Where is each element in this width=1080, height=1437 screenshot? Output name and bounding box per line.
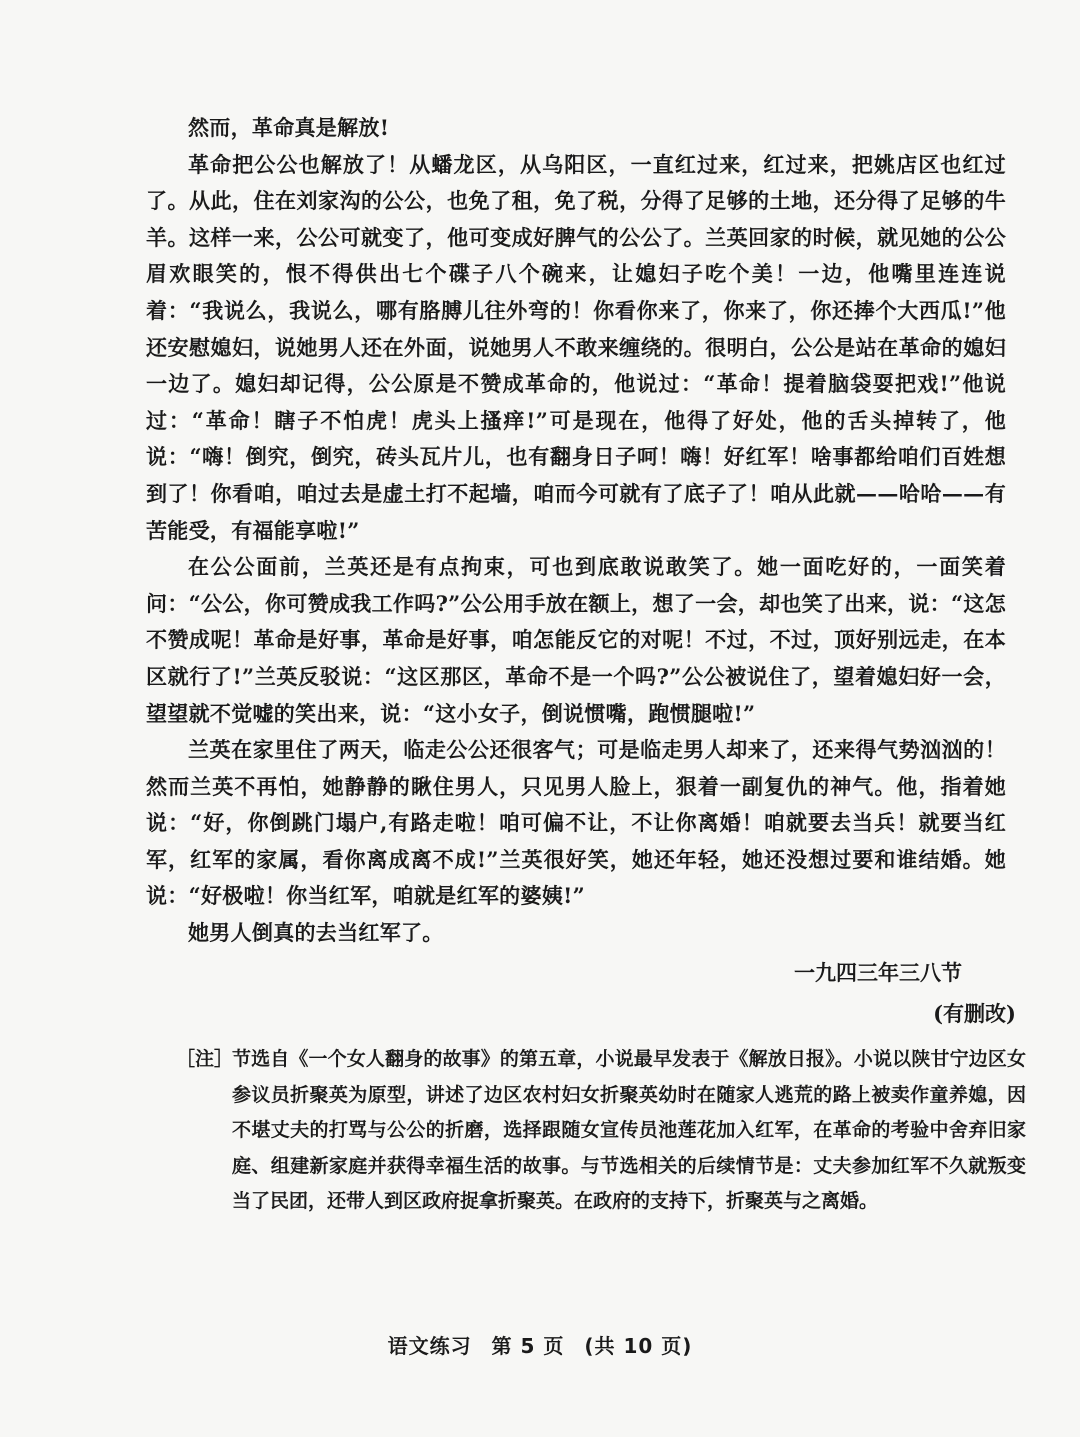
paragraph: 她男人倒真的去当红军了。 xyxy=(188,920,444,946)
footer-subject: 语文练习 xyxy=(387,1334,472,1358)
note-text: 节选自《一个女人翻身的故事》的第五章，小说最早发表于《解放日报》。小说以陕甘宁边区女参议员折聚英为原型，讲述了边区农村妇女折聚英幼时在随家人逃荒的路上被卖作童养媳，因不堪丈夫的打骂与公公的折磨，选择跟随女宣传员池莲花加入红军，在革命的考验中舍弃旧家庭、组建新家庭并获得幸福生活的故事。与节选相关的后续情节是：丈夫参加红军不久就叛变当了民团，还带人到区政府捉拿折聚英。在政府的支持下，折聚英与之离婚。 xyxy=(232,1048,1026,1212)
story-date: 一九四三年三八节 xyxy=(794,960,962,985)
revision-note: (有删改) xyxy=(933,1001,1016,1026)
footer-total-pages: (共 10 页) xyxy=(584,1334,693,1358)
note-label: ［注］ xyxy=(176,1048,234,1070)
annotation-note xyxy=(176,1042,1026,1220)
page-footer xyxy=(0,1330,1080,1359)
paragraph: 兰英在家里住了两天，临走公公还很客气；可是临走男人却来了，还来得气势汹汹的！然而兰英不再怕，她静静的瞅住男人，只见男人脸上，狠着一副复仇的神气。他，指着她说：“好，你倒跳门塌户,有路走啦！咱可偏不让，不让你离婚！咱就要去当兵！就要当红军，红军的家属，看你离成离不成!”兰英很好笑，她还年轻，她还没想过要和谁结婚。她说：“好极啦！你当红军，咱就是红军的婆姨!” xyxy=(146,737,1006,909)
paragraph: 然而，革命真是解放! xyxy=(188,115,390,140)
paragraph: 革命把公公也解放了！从蟠龙区，从乌阳区，一直红过来，红过来，把姚店区也红过了。从此，住在刘家沟的公公，也免了租，免了税，分得了足够的土地，还分得了足够的牛羊。这样一来，公公可就变了，他可变成好脾气的公公了。兰英回家的时候，就见她的公公眉欢眼笑的，恨不得供出七个碟子八个碗来，让媳妇子吃个美！一边，他嘴里连连说着：“我说么，我说么，哪有胳膊儿往外弯的！你看你来了，你来了，你还捧个大西瓜!”他还安慰媳妇，说她男人还在外面，说她男人不敢来缠绕的。很明白，公公是站在革命的媳妇一边了。媳妇却记得，公公原是不赞成革命的，他说过：“革命！提着脑袋耍把戏!”他说过：“革命！瞎子不怕虎！虎头上搔痒!”可是现在，他得了好处，他的舌头掉转了，他说：“嗨！倒究，倒究，砖头瓦片儿，也有翻身日子呵！嗨！好红军！啥事都给咱们百姓想到了！你看咱，咱过去是虚土打不起墙，咱而今可就有了底子了！咱从此就——哈哈——有苦能受，有福能享啦!” xyxy=(146,151,1006,543)
footer-page-number: 第 5 页 xyxy=(491,1334,565,1358)
story-text xyxy=(146,110,1006,952)
paragraph: 在公公面前，兰英还是有点拘束，可也到底敢说敢笑了。她一面吃好的，一面笑着问：“公公，你可赞成我工作吗?”公公用手放在额上，想了一会，却也笑了出来，说：“这怎不赞成呢！革命是好事，革命是好事，咱怎能反它的对呢！不过，不过，顶好别远走，在本区就行了!”兰英反驳说：“这区那区，革命不是一个吗?”公公被说住了，望着媳妇好一会，望望就不觉嘘的笑出来，说：“这小女子，倒说惯嘴，跑惯腿啦!” xyxy=(146,554,1006,726)
